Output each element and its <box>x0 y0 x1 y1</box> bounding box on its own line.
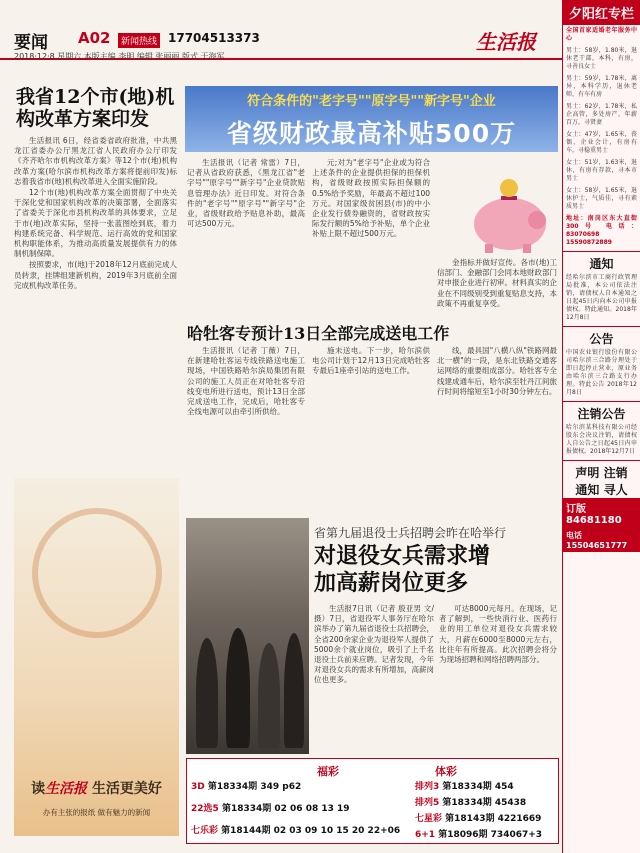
column-title: 夕阳红专栏 <box>563 0 640 25</box>
notice-title: 通知 <box>589 257 614 271</box>
article3-text: 生活报7日讯（记者 殷亚男 文/摄）7日，省退役军人事务厅在哈尔滨举办了第九届省退役士兵招聘会，全省200余家企业为退役军人提供了5000余个就业岗位，吸引了上千名退役士兵前来应聘。记者发现，今年对退役女兵的需求有所增加，高薪岗位也更多。 <box>314 604 434 685</box>
piggy-bank-icon <box>465 176 555 254</box>
banner-subtitle: 符合条件的"老字号""原字号""新字号"企业 <box>247 94 496 109</box>
article3-col1 <box>314 604 434 754</box>
entry: 女士：51岁，1.63米，退休，有房有存款，寻本市男士 <box>566 159 637 182</box>
article2-text: 施未送电。下一步，哈尔滨供电公司计划于12月13日完成哈牡客专最后1座牵引站的送电工作。 <box>312 346 430 376</box>
article2-col1 <box>187 346 305 516</box>
article1-body <box>14 136 177 474</box>
subsidy-col1 <box>187 158 305 318</box>
article3-headline: 对退役女兵需求增加高薪岗位更多 <box>314 543 491 596</box>
subsidy-banner <box>185 86 558 152</box>
entry: 男士：58岁，1.80米，退休老干部，本科，有房，寻善良女士 <box>566 47 637 70</box>
lottery-row: 七星彩 第18143期 4221669 <box>415 814 542 824</box>
article1-paragraph: 12个市(地)机构改革方案全面贯彻了中央关于深化党和国家机构改革的决策部署，全面落实了省委关于深化市县机构改革的具体要求，立足于市(地)改革实际，坚持一张蓝图绘到底，着力构建系统完备、科学规范、运行高效的党和国家机构职能体系，为推动高质量发展提供有力的体制机制保障。 <box>14 188 177 259</box>
cancel-text: 哈尔滨某科技有限公司经股东会决议注销，请债权人自公告之日起45日内申报债权。2018年12月7日 <box>566 424 637 455</box>
issue-info: 2018·12·8 星期六 本版主编 李明 编辑 张丽丽 版式 于海军 <box>14 52 225 61</box>
job-fair-photo <box>186 518 309 754</box>
page-number: A02 <box>78 29 111 47</box>
article3-kicker: 省第九届退役士兵招聘会昨在哈举行 <box>314 526 507 540</box>
subsidy-text: 元;对为"老字号"企业或为符合上述条件的企业提供担保的担保机构，省级财政按照实际担保额的0.5%给予奖励，年最高不超过100万元。对国家级贫困县(市)的中小企业发行债券融资的，省财政按实际发行额的5%给予补贴，单个企业补贴上限不超过500万元。 <box>312 158 430 239</box>
hotline-number: 17704513373 <box>168 31 260 45</box>
lottery-row: 6+1 第18096期 734067+3 <box>415 830 543 840</box>
right-classifieds <box>562 0 640 853</box>
subsidy-text: 生活报讯（记者 常雷）7日，记者从省政府获悉，《黑龙江省"老字号""原字号""新字号"企业贷款贴息管理办法》近日印发。对符合条件的"老字号""原字号""新字号"企业，省级财政给予贴息补助，最高可达500万元。 <box>187 158 305 229</box>
article2-text: 线，最具国"八横八纵"铁路网最北一横"的一段，是东北铁路交通客运网络的重要组成部分。哈牡客专全线建成通车后，哈尔滨至牡丹江间旅行时间将缩短至1小时30分钟左右。 <box>437 346 557 396</box>
banner-title: 省级财政最高补贴500万 <box>226 119 517 148</box>
service-list: 声明 注销 通知 寻人 <box>575 466 628 497</box>
subsidy-col2 <box>312 158 430 318</box>
lottery-row: 22选5 第18334期 02 06 08 13 19 <box>191 804 350 814</box>
notice-text: 经哈尔滨市工商行政管理局批准，本公司依法注销，请债权人自本通知之日起45日内向本公司申报债权。特此通知。2018年12月8日 <box>566 274 637 321</box>
announce-text: 中国农业银行股份有限公司哈尔滨三合路分理处于即日起停止营业，原业务由哈尔滨三合路支行办理。特此公告 2018年12月8日 <box>566 349 637 396</box>
lottery-row: 排列5 第18334期 45438 <box>415 798 527 808</box>
article1-paragraph: 按照要求，市(地)于2018年12月底前完成人员转隶，挂牌组建新机构，2019年3月底前全面完成机构改革任务。 <box>14 260 177 290</box>
subsidy-text: 金指标并做好宣传。各市(地)工信部门、金融部门会同本地财政部门对申报企业进行初审。材料真实的企业在不同级别受到重复贴息支持，本政策不再重复享受。 <box>437 258 557 308</box>
entry: 女士：47岁，1.65米，丧偶，企业会计，有房有车，寻稳重男士 <box>566 131 637 154</box>
entry: 男士：59岁，1.78米，离异，本科学历，退休老师，有车有房 <box>566 75 637 98</box>
section-name: 要闻 <box>14 33 48 53</box>
lottery-row: 排列3 第18334期 454 <box>415 782 514 792</box>
article2-col2 <box>312 346 430 516</box>
welfare-lottery-title: 福彩 <box>317 765 339 778</box>
masthead <box>0 0 640 60</box>
entry: 男士：62岁，1.78米，私企高管，多处房产，年薪百万，寻贤妻 <box>566 103 637 126</box>
lottery-results <box>186 758 559 844</box>
cancel-title: 注销公告 <box>577 407 626 421</box>
phone-1: 订版 84681180 <box>563 498 640 528</box>
ad-tagline: 办有主张的报纸 做有魅力的新闻 <box>42 808 151 817</box>
hotline: 地址：南岗区东大直街300号 电话：83070698 15590872889 <box>566 215 637 246</box>
article2-col3 <box>437 346 557 516</box>
ad-slogan <box>14 778 179 798</box>
ad-brand: 生活报 <box>45 781 88 797</box>
article2-headline: 哈牡客专预计13日全部完成送电工作 <box>187 324 450 343</box>
promo-ad <box>14 478 179 836</box>
announce-title: 公告 <box>589 332 614 346</box>
entry: 女士：58岁，1.65米，退休护士，气质佳，寻有素质男士 <box>566 187 637 210</box>
phone-2: 电话 15504651777 <box>563 528 640 552</box>
sports-lottery-title: 体彩 <box>435 765 457 778</box>
lottery-row: 3D 第18334期 349 p62 <box>191 782 302 792</box>
subsidy-col3 <box>437 258 557 318</box>
article1-headline: 我省12个市(地)机构改革方案印发 <box>16 86 175 130</box>
article3-col2 <box>439 604 557 754</box>
hotline-label: 新闻热线 <box>118 33 160 48</box>
spiral-decoration <box>32 508 162 638</box>
column-subtitle: 全国首家适婚老年服务中心 <box>566 27 637 42</box>
ad-suffix: 生活更美好 <box>91 781 162 797</box>
article2-text: 生活报讯（记者 丁薇）7日，在新建哈牡客运专线铁路送电施工现场，中国铁路哈尔滨局集团有限公司的施工人员正在对哈牡客专沿线变电所进行送电，预计13日全部完成送电工作，完成后，哈牡客专全线电源可以由牵引所供给。 <box>187 346 305 417</box>
article1-paragraph: 生活报讯 6日，经省委省政府批准，中共黑龙江省委办公厅黑龙江省人民政府办公厅印发《齐齐哈尔市机构改革方案》等12个市(地)机构改革方案(哈尔滨市机构改革方案将提前印发)标志着我省市(地)机构改革进入全面实施阶段。 <box>14 136 177 186</box>
lottery-row: 七乐彩 第18144期 02 03 09 10 15 20 22+06 <box>191 826 401 836</box>
newspaper-logo: 生活报 <box>476 30 536 54</box>
ad-prefix: 读 <box>31 781 46 797</box>
article3-text: 可达8000元每月。在现场，记者了解到，一些快消行业、医药行业的用工单位对退役女兵需求较大，月薪在6000至8000元左右，比往年有所提高。此次招聘会将分为现场招聘和网络招聘两部分。 <box>439 604 557 665</box>
